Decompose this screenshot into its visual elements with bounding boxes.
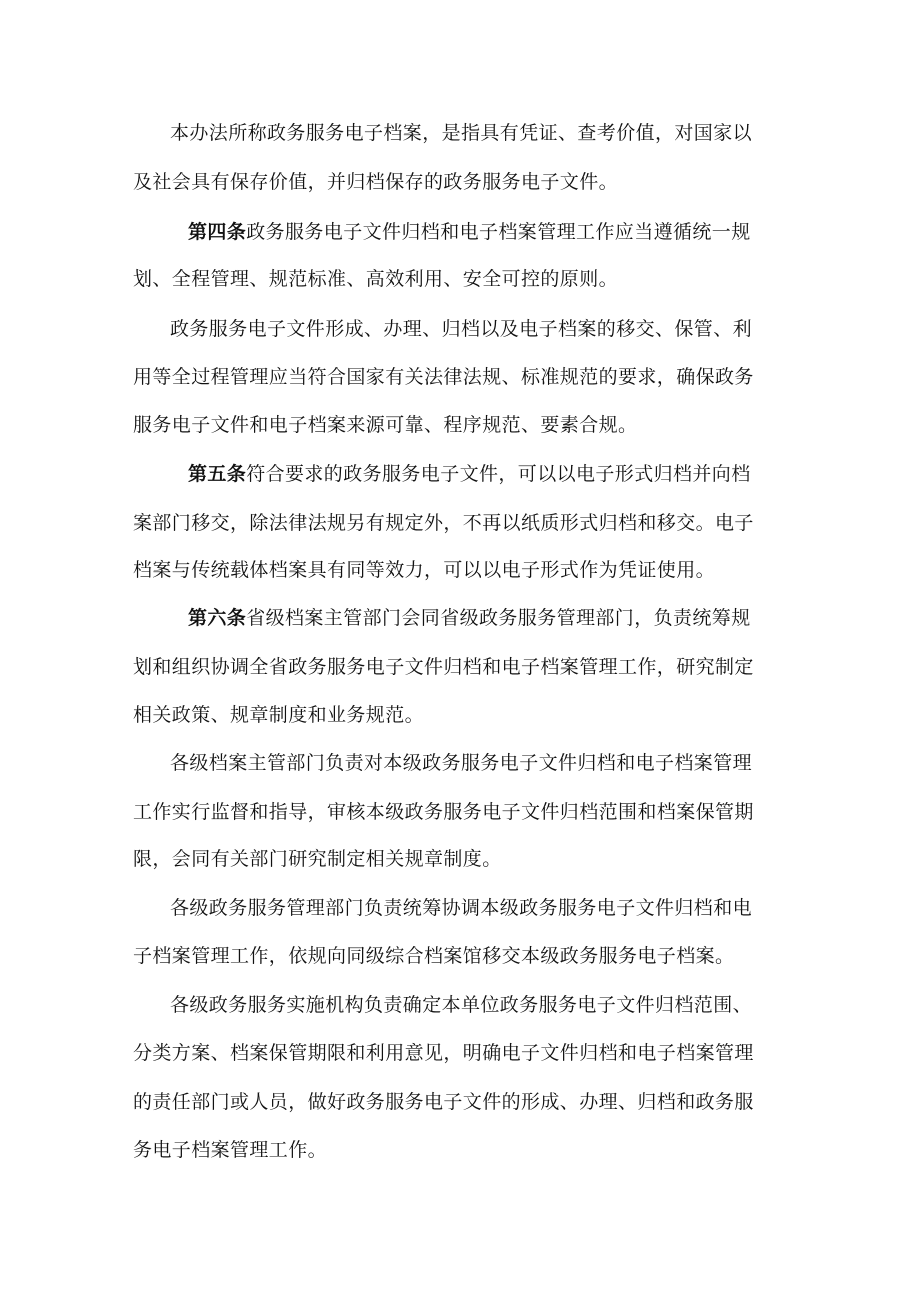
line-text: 划、全程管理、规范标准、高效利用、安全可控的原则。 xyxy=(133,268,619,290)
paragraph-line xyxy=(170,895,830,921)
line-text: 案部门移交，除法律法规另有规定外，不再以纸质形式归档和移交。电子 xyxy=(133,512,754,534)
paragraph-line xyxy=(133,510,793,536)
line-text: 用等全过程管理应当符合国家有关法律法规、标准规范的要求，确保政务 xyxy=(133,366,754,388)
line-text: 务电子档案管理工作。 xyxy=(133,1139,328,1161)
line-text: 相关政策、规章制度和业务规范。 xyxy=(133,704,425,726)
line-text: 本办法所称政务服务电子档案，是指具有凭证、查考价值，对国家以 xyxy=(170,122,753,144)
paragraph-line xyxy=(170,120,830,146)
paragraph-line xyxy=(133,1040,793,1066)
article-heading-line xyxy=(188,605,848,631)
paragraph-line xyxy=(133,364,793,390)
paragraph-line xyxy=(133,557,793,583)
line-text: 限，会同有关部门研究制定相关规章制度。 xyxy=(133,848,502,870)
line-text: 政务服务电子文件归档和电子档案管理工作应当遵循统一规 xyxy=(246,221,751,243)
line-text: 各级政务服务实施机构负责确定本单位政务服务电子文件归档范围、 xyxy=(170,994,753,1016)
line-text: 服务电子文件和电子档案来源可靠、程序规范、要素合规。 xyxy=(133,414,638,436)
paragraph-line xyxy=(133,846,793,872)
line-text: 各级政务服务管理部门负责统筹协调本级政务服务电子文件归档和电 xyxy=(170,897,753,919)
paragraph-line xyxy=(133,266,793,292)
paragraph-line xyxy=(133,654,793,680)
line-text: 档案与传统载体档案具有同等效力，可以以电子形式作为凭证使用。 xyxy=(133,559,716,581)
line-text: 工作实行监督和指导，审核本级政务服务电子文件归档范围和档案保管期 xyxy=(133,801,754,823)
article-number: 第四条 xyxy=(188,221,247,243)
article-number: 第五条 xyxy=(188,463,247,485)
line-text: 划和组织协调全省政务服务电子文件归档和电子档案管理工作，研究制定 xyxy=(133,656,754,678)
paragraph-line xyxy=(133,169,793,195)
paragraph-line xyxy=(170,750,830,776)
line-text: 省级档案主管部门会同省级政务服务管理部门，负责统筹规 xyxy=(246,607,751,629)
article-heading-line xyxy=(188,461,848,487)
paragraph-line xyxy=(170,316,830,342)
line-text: 政务服务电子文件形成、办理、归档以及电子档案的移交、保管、利 xyxy=(170,318,753,340)
line-text: 子档案管理工作，依规向同级综合档案馆移交本级政务服务电子档案。 xyxy=(133,945,735,967)
paragraph-line xyxy=(133,702,793,728)
article-number: 第六条 xyxy=(188,607,247,629)
line-text: 符合要求的政务服务电子文件，可以以电子形式归档并向档 xyxy=(246,463,751,485)
paragraph-line xyxy=(133,1089,793,1115)
line-text: 各级档案主管部门负责对本级政务服务电子文件归档和电子档案管理 xyxy=(170,752,753,774)
paragraph-line xyxy=(133,799,793,825)
line-text: 分类方案、档案保管期限和利用意见，明确电子文件归档和电子档案管理 xyxy=(133,1042,754,1064)
line-text: 的责任部门或人员，做好政务服务电子文件的形成、办理、归档和政务服 xyxy=(133,1091,754,1113)
paragraph-line xyxy=(133,1137,793,1163)
paragraph-line xyxy=(133,943,793,969)
line-text: 及社会具有保存价值，并归档保存的政务服务电子文件。 xyxy=(133,171,619,193)
paragraph-line xyxy=(170,992,830,1018)
article-heading-line xyxy=(188,219,848,245)
paragraph-line xyxy=(133,412,793,438)
